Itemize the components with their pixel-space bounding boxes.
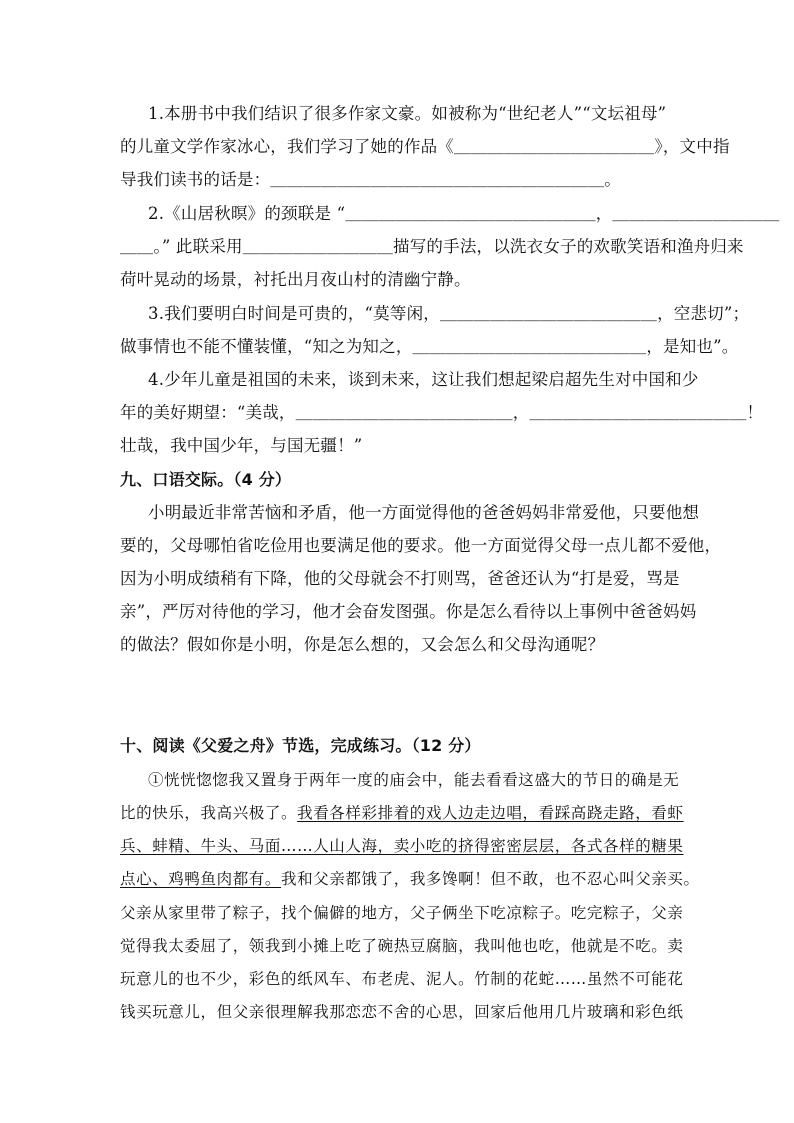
q2-line3: 荷叶晃动的场景，衬托出月夜山村的清幽宁静。: [120, 270, 471, 289]
passage-line5: 父亲从家里带了粽子，找个偏僻的地方，父子俩坐下吃凉粽子。吃完粽子，父亲: [120, 904, 684, 922]
section9-line1: 小明最近非常苦恼和矛盾，他一方面觉得他的爸爸妈妈非常爱他，只要他想: [148, 503, 700, 522]
q1-line1: 1.本册书中我们结识了很多作家文豪。如被称为“世纪老人”“文坛祖母”: [148, 104, 667, 123]
section9-heading: 九、口语交际。（4 分）: [120, 470, 292, 489]
passage-line1: ①恍恍惚惚我又置身于两年一度的庙会中，能去看看这盛大的节日的确是无: [148, 771, 680, 789]
passage-underlined-start: 我看各样彩排着的戏人边走边唱，看踩高跷走路，看虾: [297, 804, 684, 822]
passage-underlined-middle: 兵、蚌精、牛头、马面……人山人海，卖小吃的挤得密密层层，各式各样的糖果: [120, 837, 684, 855]
q2-line2: ＿＿。” 此联采用＿＿＿＿＿＿＿＿＿描写的手法，以洗衣女子的欢歌笑语和渔舟归来: [120, 237, 744, 256]
passage-underlined-end: 点心、鸡鸭鱼肉都有。: [120, 870, 282, 888]
section9-line2: 要的，父母哪怕省吃俭用也要满足他的要求。他一方面觉得父母一点儿都不爱他，: [120, 536, 722, 555]
q3-line2: 做事情也不能不懂装懂，“知之为知之，＿＿＿＿＿＿＿＿＿＿＿＿＿＿，是知也”。: [120, 337, 739, 356]
section9-line3: 因为小明成绩稍有下降，他的父母就会不打则骂，爸爸还认为“打是爱，骂是: [120, 569, 680, 588]
q4-line2: 年的美好期望：“美哉，＿＿＿＿＿＿＿＿＿＿＿＿＿，＿＿＿＿＿＿＿＿＿＿＿＿＿！: [120, 403, 764, 422]
passage-line8: 钱买玩意儿，但父亲很理解我那恋恋不舍的心思，回家后他用几片玻璃和彩色纸: [120, 1003, 684, 1021]
passage-line2-plain: 比的快乐，我高兴极了。: [120, 804, 298, 822]
q4-line1: 4.少年儿童是祖国的未来，谈到未来，这让我们想起梁启超先生对中国和少: [148, 370, 699, 389]
section10-heading: 十、阅读《父爱之舟》节选，完成练习。（12 分）: [120, 736, 481, 755]
q1-line2: 的儿童文学作家冰心，我们学习了她的作品《＿＿＿＿＿＿＿＿＿＿＿＿》，文中指: [120, 137, 730, 156]
passage-line7: 玩意儿的也不少，彩色的纸风车、布老虎、泥人。竹制的花蛇……虽然不可能花: [120, 970, 684, 988]
q4-line3: 壮哉，我中国少年，与国无疆！”: [120, 436, 363, 455]
q3-line1: 3.我们要明白时间是可贵的，“莫等闲，＿＿＿＿＿＿＿＿＿＿＿＿＿，空悲切”；: [148, 304, 750, 323]
section9-line4: 亲”，严厉对待他的学习，他才会奋发图强。你是怎么看待以上事例中爸爸妈妈: [120, 602, 697, 621]
passage-line4: [120, 868, 700, 890]
passage-line2: [120, 802, 684, 824]
passage-line6: 觉得我太委屈了，领我到小摊上吃了碗热豆腐脑，我叫他也吃，他就是不吃。卖: [120, 937, 684, 955]
q2-line1: 2.《山居秋暝》的颈联是 “＿＿＿＿＿＿＿＿＿＿＿＿＿＿＿，＿＿＿＿＿＿＿＿＿＿: [148, 204, 780, 223]
passage-line3: [120, 835, 684, 857]
passage-line4-plain: 我和父亲都饿了，我多馋啊！但不敢，也不忍心叫父亲买。: [281, 870, 700, 888]
section9-line5: 的做法？假如你是小明，你是怎么想的，又会怎么和父母沟通呢？: [120, 635, 605, 654]
q1-line3: 导我们读书的话是：＿＿＿＿＿＿＿＿＿＿＿＿＿＿＿＿＿＿＿＿。: [120, 170, 621, 189]
